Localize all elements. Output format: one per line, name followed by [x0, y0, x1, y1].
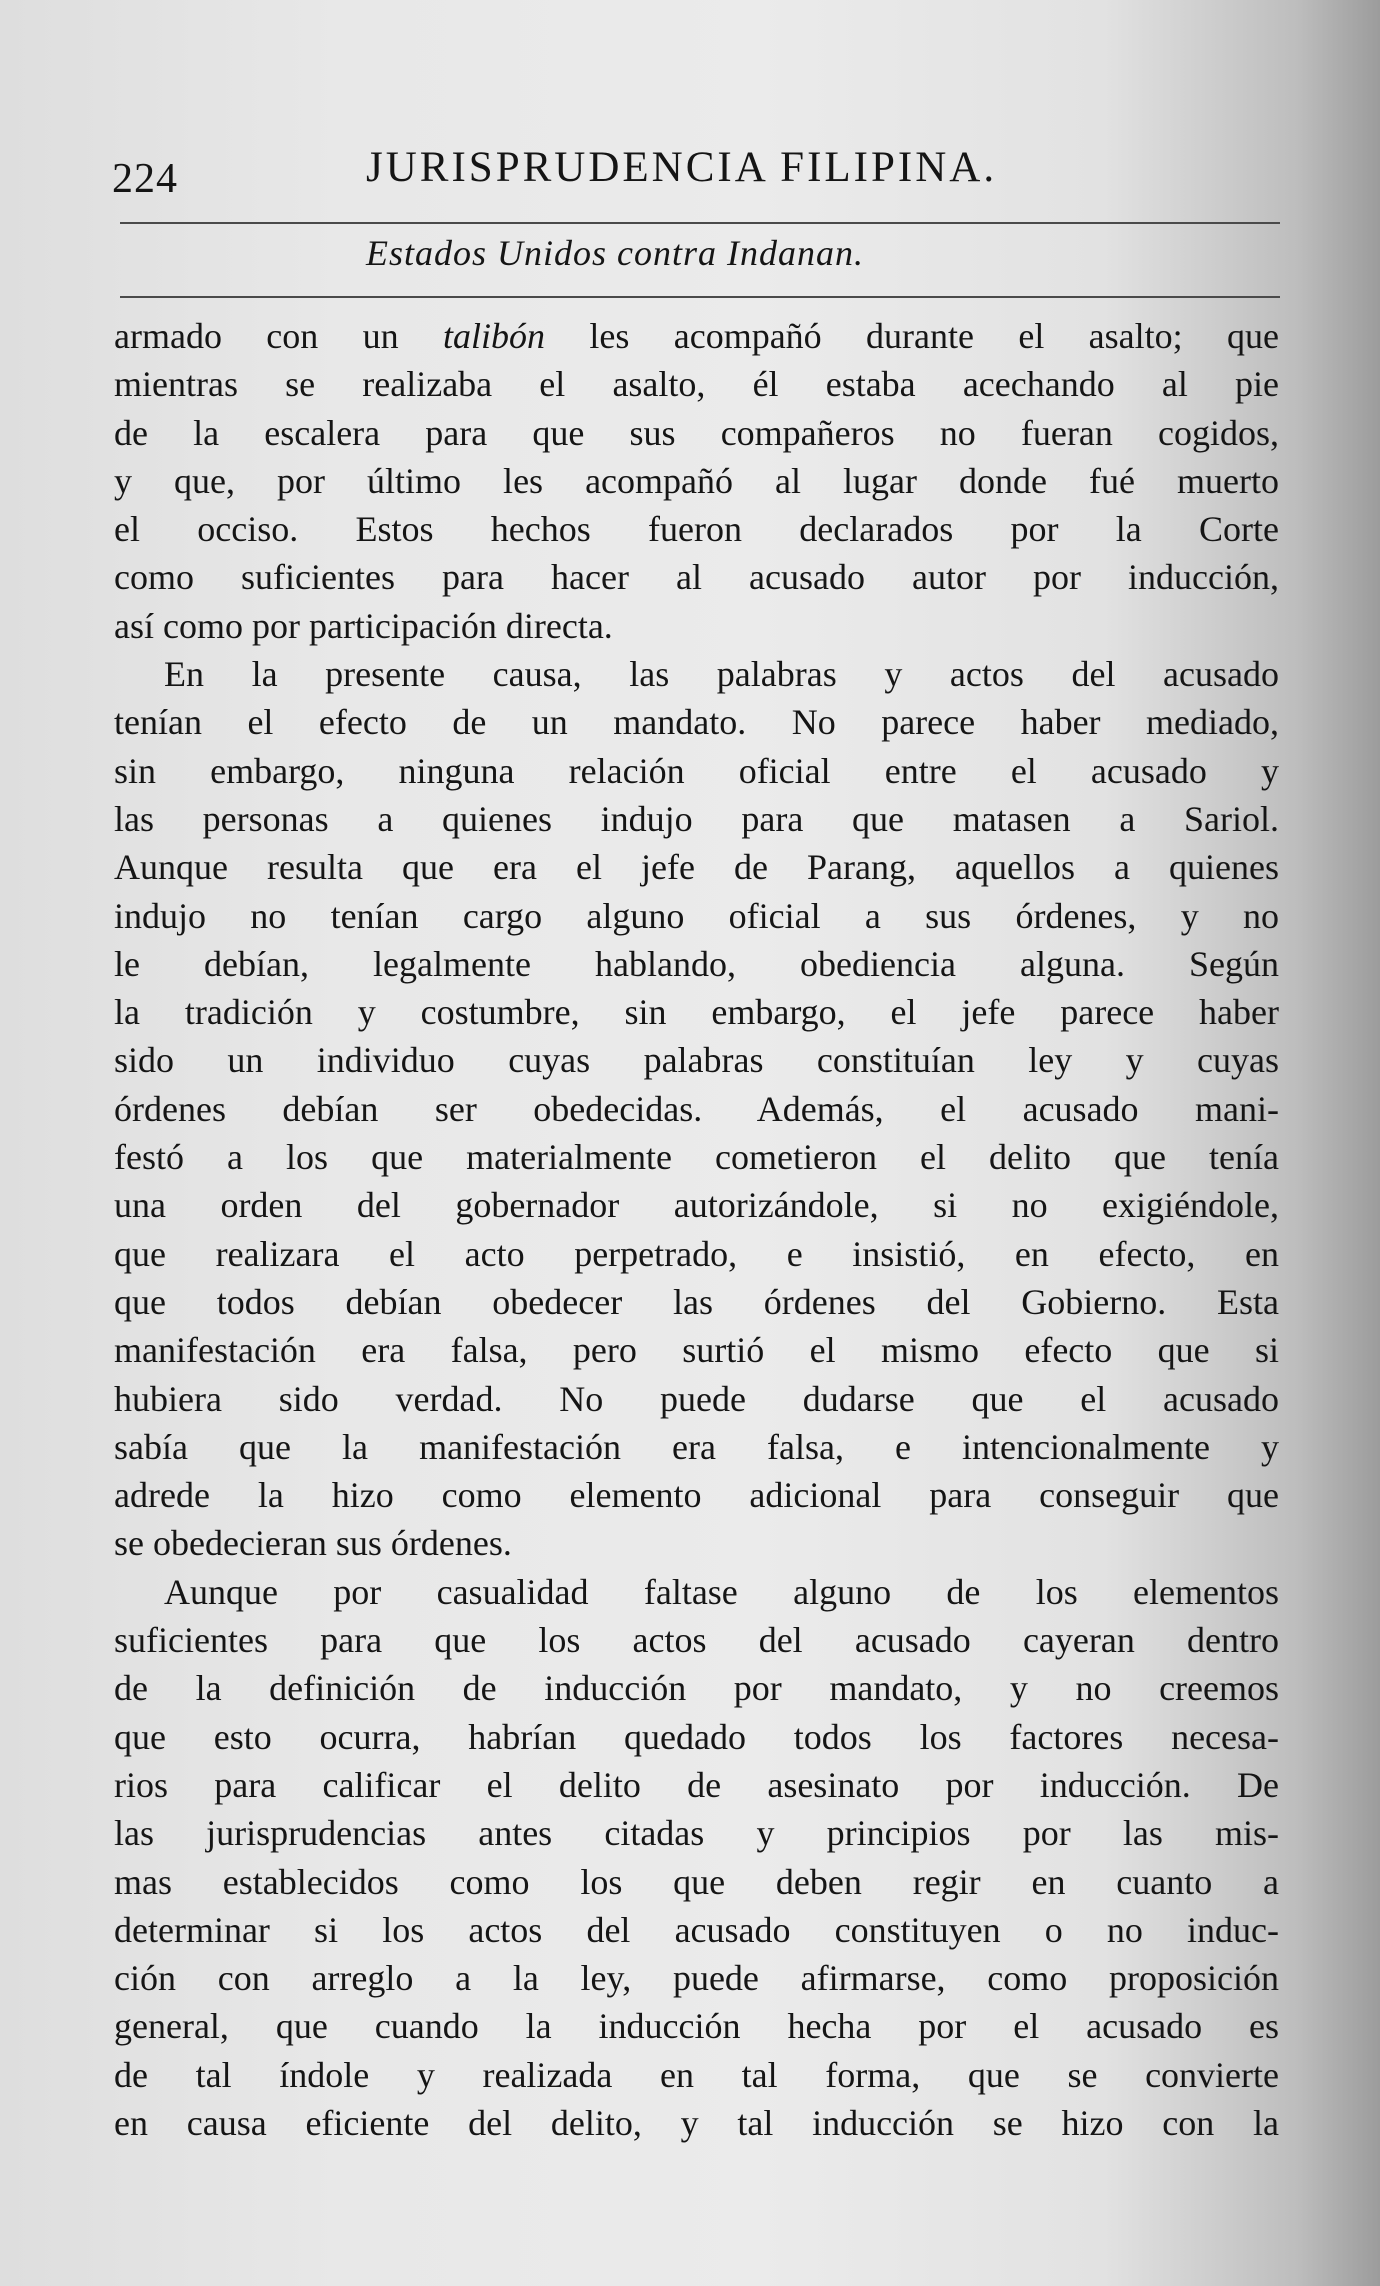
text-line: En la presente causa, las palabras y actos del acusado: [164, 654, 1279, 695]
text-line: sin embargo, ninguna relación oficial entre el acusado y: [114, 750, 1279, 791]
journal-title: JURISPRUDENCIA FILIPINA.: [366, 144, 998, 191]
running-head: [112, 143, 1122, 203]
text-line: mientras se realizaba el asalto, él estaba acechando al pie: [114, 364, 1279, 405]
text-line: órdenes debían ser obedecidas. Además, el acusado mani-: [114, 1088, 1279, 1129]
header-rule-top: [120, 222, 1280, 224]
text-line: de tal índole y realizada en tal forma, que se convierte: [114, 2054, 1279, 2095]
text-span: armado con un: [114, 316, 444, 356]
text-line: la tradición y costumbre, sin embargo, el jefe parece haber: [114, 992, 1279, 1033]
page-number: 224: [112, 156, 178, 202]
text-line: determinar si los actos del acusado constituyen o no induc-: [114, 1909, 1279, 1950]
text-line: sido un individuo cuyas palabras constituían ley y cuyas: [114, 1040, 1279, 1081]
text-line: que esto ocurra, habrían quedado todos los factores necesa-: [114, 1716, 1279, 1757]
text-line: [114, 312, 1279, 360]
header-rule-bottom: [120, 296, 1280, 298]
text-line: manifestación era falsa, pero surtió el mismo efecto que si: [114, 1330, 1279, 1371]
text-span: les acompañó durante el asalto; que: [545, 316, 1279, 356]
text-line: tenían el efecto de un mandato. No parece haber mediado,: [114, 702, 1279, 743]
text-line: se obedecieran sus órdenes.: [114, 1523, 512, 1564]
text-line: suficientes para que los actos del acusado cayeran dentro: [114, 1620, 1279, 1661]
text-line: ción con arreglo a la ley, puede afirmarse, como proposición: [114, 1958, 1279, 1999]
text-line: sabía que la manifestación era falsa, e intencionalmente y: [114, 1426, 1279, 1467]
case-title: Estados Unidos contra Indanan.: [366, 233, 864, 273]
text-line: y que, por último les acompañó al lugar donde fué muerto: [114, 460, 1279, 501]
text-line: como suficientes para hacer al acusado autor por inducción,: [114, 557, 1279, 598]
text-line: rios para calificar el delito de asesinato por inducción. De: [114, 1764, 1279, 1805]
text-line: en causa eficiente del delito, y tal inducción se hizo con la: [114, 2102, 1279, 2143]
text-line: mas establecidos como los que deben regir en cuanto a: [114, 1861, 1279, 1902]
text-line: Aunque resulta que era el jefe de Parang, aquellos a quienes: [114, 847, 1279, 888]
text-line: de la escalera para que sus compañeros no fueran cogidos,: [114, 412, 1279, 453]
text-line: las personas a quienes indujo para que matasen a Sariol.: [114, 798, 1279, 839]
text-line: hubiera sido verdad. No puede dudarse que el acusado: [114, 1378, 1279, 1419]
text-line: general, que cuando la inducción hecha por el acusado es: [114, 2006, 1279, 2047]
text-line: las jurisprudencias antes citadas y principios por las mis-: [114, 1813, 1279, 1854]
text-line: una orden del gobernador autorizándole, si no exigiéndole,: [114, 1185, 1279, 1226]
text-line: adrede la hizo como elemento adicional para conseguir que: [114, 1475, 1279, 1516]
text-line: indujo no tenían cargo alguno oficial a sus órdenes, y no: [114, 895, 1279, 936]
italic-term: talibón: [443, 316, 546, 356]
text-line: que realizara el acto perpetrado, e insistió, en efecto, en: [114, 1233, 1279, 1274]
body-text: [114, 312, 1279, 2147]
paragraph-continued: [114, 312, 1279, 650]
text-line: festó a los que materialmente cometieron el delito que tenía: [114, 1137, 1279, 1178]
paragraph-2: [114, 650, 1279, 1568]
text-line: así como por participación directa.: [114, 605, 613, 646]
text-line: el occiso. Estos hechos fueron declarados por la Corte: [114, 509, 1279, 550]
text-line: de la definición de inducción por mandato, y no creemos: [114, 1668, 1279, 1709]
paragraph-3: [114, 1568, 1279, 2148]
text-line: le debían, legalmente hablando, obediencia alguna. Según: [114, 943, 1279, 984]
text-line: Aunque por casualidad faltase alguno de los elementos: [164, 1571, 1279, 1612]
text-line: que todos debían obedecer las órdenes del Gobierno. Esta: [114, 1281, 1279, 1322]
